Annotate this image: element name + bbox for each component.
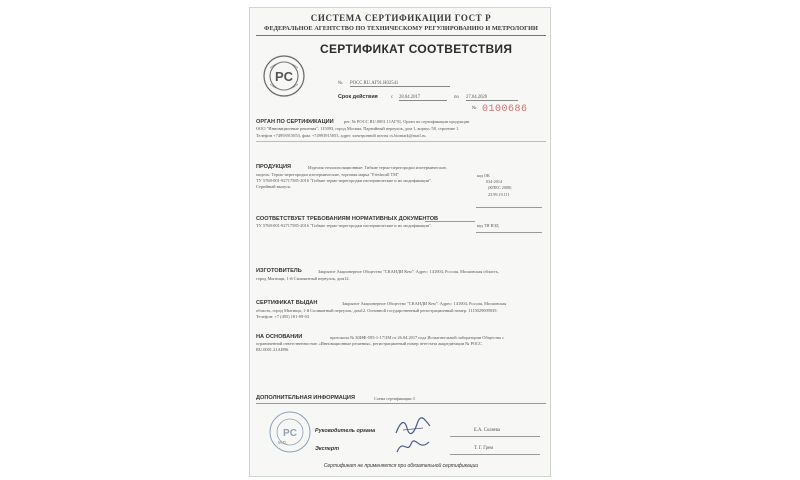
additional-label: ДОПОЛНИТЕЛЬНАЯ ИНФОРМАЦИЯ bbox=[256, 395, 355, 401]
footer-note: Сертификат не применяется при обязательной сертификации bbox=[323, 463, 479, 469]
additional-scheme: Схема сертификации 3 bbox=[374, 396, 415, 401]
expert-signature-icon bbox=[393, 436, 433, 458]
agency-header: ФЕДЕРАЛЬНОЕ АГЕНТСТВО ПО ТЕХНИЧЕСКОМУ РЕГУЛИРОВАНИЮ И МЕТРОЛОГИИ bbox=[264, 25, 538, 32]
manufacturer-line1: Закрытое Акционерное Общество "СКАНДИ Кем". Адрес: 141004, Россия, Московская область, bbox=[318, 269, 499, 274]
basis-line1: протокола № 30ИФ-595-1-17/ЗМ от 26.04.2017 года Испытательной лаборатории Общества с bbox=[330, 335, 505, 340]
manufacturer-label: ИЗГОТОВИТЕЛЬ bbox=[256, 268, 302, 274]
conforms-line1: ТУ 5768-001-92717585-2016 "Гибкие термо-перегородки изотермические и их модификации". bbox=[256, 223, 432, 228]
issued-line2: область, город Мытищи, 1-й Силикатный переулок, дом12. Основной государственный регистрационный номер: 1115029009039. bbox=[256, 308, 498, 313]
certificate-page bbox=[249, 7, 551, 477]
okp-code-1: 034-2014 bbox=[486, 179, 503, 184]
organ-line2: ООО "Инновационные решения", 115093, город Москва, Партийный переулок, дом 1, корпус 58, строение 1. bbox=[256, 126, 460, 131]
reg-prefix: № bbox=[338, 81, 343, 86]
seal-stamp-icon bbox=[268, 410, 312, 454]
svg-text:PC: PC bbox=[283, 428, 297, 439]
basis-line2: ограниченной ответственностью «Инновационные решения», регистрационный номер аттестата аккредитации № РОСС bbox=[256, 341, 483, 346]
basis-line3: RU.0001.21АИ96. bbox=[256, 347, 290, 352]
validity-from: 28.04.2017 bbox=[399, 95, 447, 101]
basis-label: НА ОСНОВАНИИ bbox=[256, 334, 303, 340]
product-line2: модель: Термо-перегородки изотермические, торговая марка "Freshwall TM" bbox=[256, 172, 399, 177]
divider bbox=[256, 35, 546, 36]
okp-code-2: (КПЕС 2008) bbox=[488, 185, 512, 190]
organ-line3: Телефон +74993915053, факс +74993915053, адрес электронной почты cs.biomark@mail.ru. bbox=[256, 132, 427, 138]
product-line1: Изделия теплоизоляционные: Гибкие термо-перегородки изотермические, bbox=[308, 165, 447, 170]
validity-from-prefix: с bbox=[391, 95, 394, 100]
reg-number: РОСС RU.АГ91.Н02541 bbox=[350, 81, 450, 87]
head-signature-icon bbox=[393, 416, 433, 438]
svg-text:PC: PC bbox=[274, 69, 294, 84]
manufacturer-line2: город Мытищи, 1-й Силикатный переулок, дом12. bbox=[256, 276, 350, 281]
issued-line1: Закрытое Акционерное Общество "СКАНДИ Кем". Адрес: 141004, Россия, Московская bbox=[342, 301, 507, 306]
head-name: Е.А. Соляева bbox=[474, 428, 500, 433]
product-line4: Серийный выпуск. bbox=[256, 184, 292, 189]
issued-line3: Телефон: +7 (495) 181-09-03 bbox=[256, 314, 310, 319]
okp-code-3: 23.99.19.111 bbox=[488, 192, 510, 197]
blank-number: 0100686 bbox=[482, 104, 528, 115]
organ-line1: рег. № РОСС RU.0001.11АГ91. Орган по сертификации продукции bbox=[344, 119, 470, 124]
document-title: СЕРТИФИКАТ СООТВЕТСТВИЯ bbox=[320, 42, 513, 56]
product-line3: ТУ 5768-001-92717585-2016 "Гибкие термо-перегородки изотермические и их модификации". bbox=[256, 178, 432, 183]
okp-code-label: код ОК bbox=[477, 173, 490, 178]
product-label: ПРОДУКЦИЯ bbox=[256, 164, 292, 170]
system-header: СИСТЕМА СЕРТИФИКАЦИИ ГОСТ Р bbox=[310, 13, 492, 23]
validity-to: 27.04.2020 bbox=[466, 95, 518, 101]
tnved-code-label: код ТН ВЭД bbox=[477, 223, 499, 228]
validity-to-prefix: по bbox=[454, 95, 459, 100]
expert-label: Эксперт bbox=[315, 446, 339, 452]
organ-label: ОРГАН ПО СЕРТИФИКАЦИИ bbox=[256, 119, 334, 125]
issued-label: СЕРТИФИКАТ ВЫДАН bbox=[256, 300, 318, 306]
conforms-label: СООТВЕТСТВУЕТ ТРЕБОВАНИЯМ НОРМАТИВНЫХ ДОКУМЕНТОВ bbox=[256, 216, 439, 222]
seal-number: М.П. bbox=[278, 440, 287, 445]
rst-logo-icon bbox=[262, 54, 306, 98]
blank-number-prefix: № bbox=[472, 106, 477, 111]
expert-name: Т. Г. Грем bbox=[474, 446, 494, 451]
validity-label: Срок действия bbox=[338, 94, 378, 100]
head-label: Руководитель органа bbox=[315, 428, 376, 434]
